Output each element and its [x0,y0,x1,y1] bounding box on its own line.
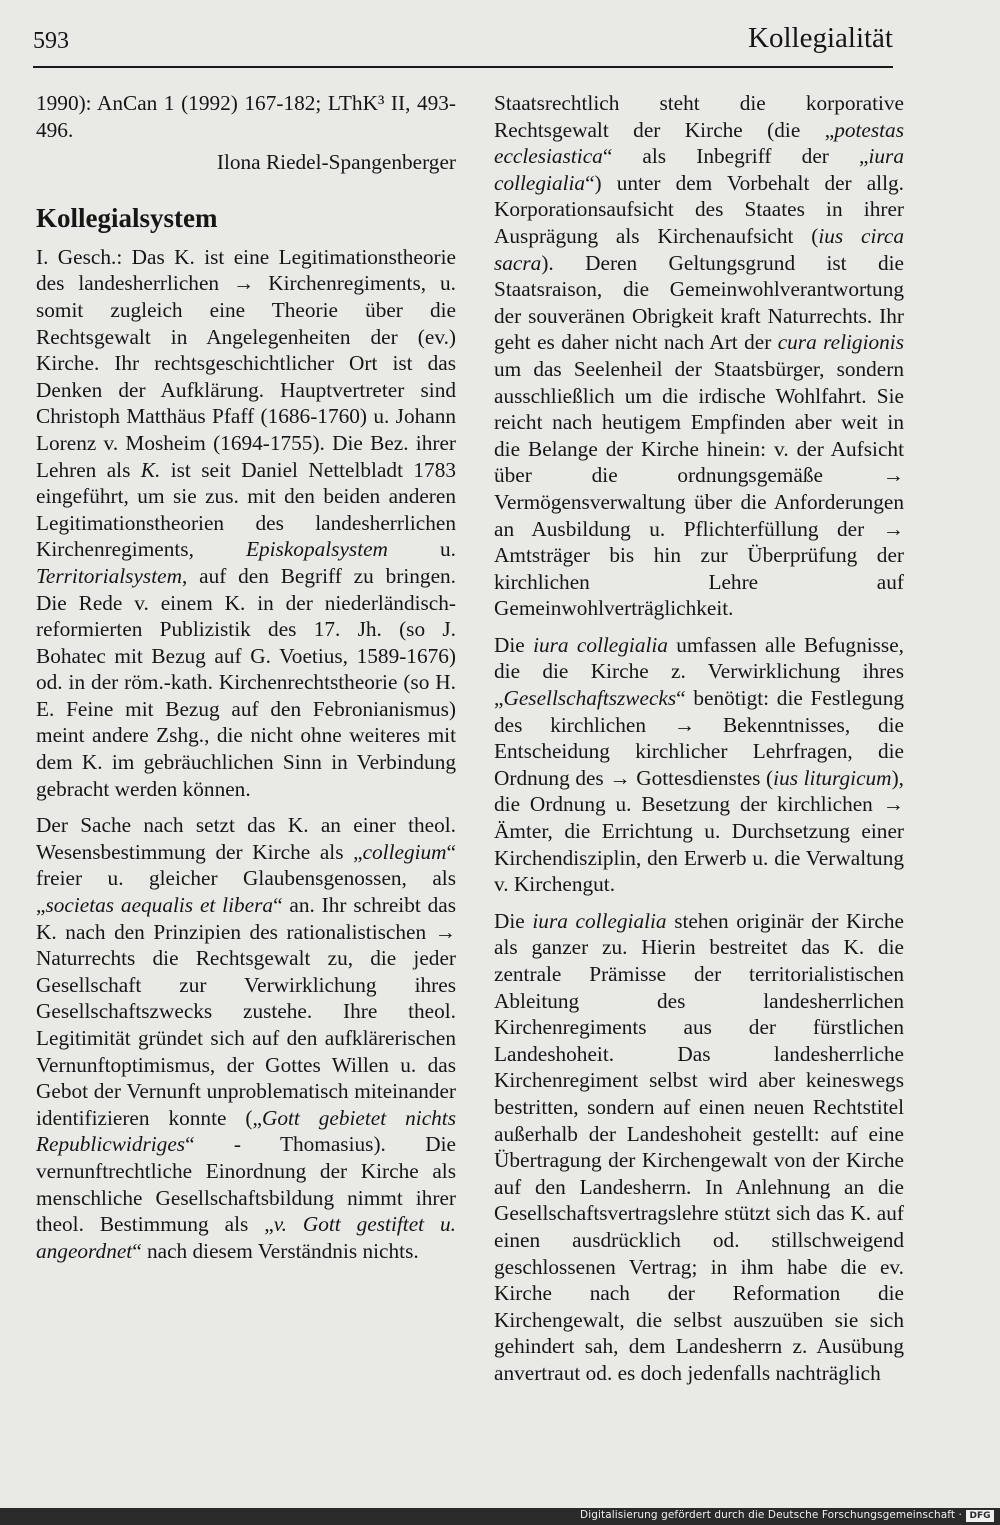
author-signature: Ilona Riedel-Spangenberger [216,150,456,175]
paragraph: Der Sache nach setzt das K. an einer theol. Wesensbestimmung der Kirche als „collegium“ freier u. gleicher Glaubensgenossen, als „societas aequalis et libera“ an. Ihr schreibt das K. nach den Prinzipien des rationalistischen → Naturrechts die Rechtsgewalt zu, die jeder Gesellschaft zur Verwirklichung ihres Gesellschaftszwecks zustehe. Ihre theol. Legitimität gründet sich auf den aufklärerischen Vernunftoptimismus, der Gottes Willen u. das Gebot der Vernunft unproblematisch miteinander identifizieren konnte („Gott gebietet nichts Republicwidriges“ - Thomasius). Die vernunftrechtliche Einordnung der Kirche als menschliche Gesellschaftsbildung nimmt ihrer theol. Bestimmung als „v. Gott gestiftet u. angeordnet“ nach diesem Verständnis nichts. [36,813,457,1263]
paragraph: Staatsrechtlich steht die korporative Rechtsgewalt der Kirche (die „potestas ecclesiastica“ als Inbegriff der „iura collegialia“) unter dem Vorbehalt der allg. Korporationsaufsicht des Staates in ihrer Ausprägung als Kirchenaufsicht (ius circa sacra). Deren Geltungsgrund ist die Staatsraison, die Gemeinwohlverantwortung der souveränen Obrigkeit kraft Naturrechts. Ihr geht es daher nicht nach Art der cura religionis um das Seelenheil der Staatsbürger, sondern ausschließlich um die irdische Wohlfahrt. Sie reicht nach heutigem Empfinden aber weit in die Belange der Kirche hinein: v. der Aufsicht über die ordnungsgemäße → Vermögensverwaltung über die Anforderungen an Ausbildung u. Pflichterfüllung der → Amtsträger bis hin zur Überprüfung der kirchlichen Lehre auf Gemeinwohlverträglichkeit. [494,91,904,621]
paragraph: 1990): AnCan 1 (1992) 167-182; LThK³ II, 493-496. [36,91,456,142]
paragraph: I. Gesch.: Das K. ist eine Legitimationstheorie des landesherrlichen → Kirchenregiments, u. somit zugleich eine Theorie über die Rechtsgewalt in Angelegenheiten der (ev.) Kirche. Ihr rechtsgeschichtlicher Ort ist das Denken der Aufklärung. Hauptvertreter sind Christoph Matthäus Pfaff (1686-1760) u. Johann Lorenz v. Mosheim (1694-1755). Die Bez. ihrer Lehren als K. ist seit Daniel Nettelbladt 1783 eingeführt, um sie zus. mit den beiden anderen Legitimationstheorien des landesherrlichen Kirchenregiments, Episkopalsystem u. Territorialsystem, auf den Begriff zu bringen. Die Rede v. einem K. in der niederländisch-reformierten Publizistik des 17. Jh. (so J. Bohatec mit Bezug auf G. Voetius, 1589-1676) od. in der röm.-kath. Kirchenrechtstheorie (so H. E. Feine mit Bezug auf den Febronianismus) meint andere Zshg., die nicht ohne weiteres mit dem K. im gebräuchlichen Sinn in Verbindung gebracht werden können. [36,244,456,801]
running-head: Kollegialität [748,22,893,54]
right-column [494,90,904,1387]
page-number: 593 [33,28,69,54]
left-column [36,90,456,1264]
paragraph: Die iura collegialia stehen originär der Kirche als ganzer zu. Hierin bestreitet das K. die zentrale Prämisse der territorialistischen Ableitung des landesherrlichen Kirchenregiments aus der fürstlichen Landeshoheit. Das landesherrliche Kirchenregiment selbst wird aber keineswegs bestritten, sondern auf einen neuen Rechtstitel außerhalb der Landeshoheit gestellt: auf eine Übertragung der Kirchengewalt von der Kirche auf den Landesherrn. In Anlehnung an die Gesellschaftsvertragslehre stützt sich das K. auf einen ausdrücklich od. stillschweigend geschlossenen Vertrag; in ihm habe die ev. Kirche nach der Reformation die Kirchengewalt, die selbst auszuüben sie sich gehindert sah, dem Landesherrn z. Ausübung anvertraut od. es doch jedenfalls nachträglich [494,908,904,1385]
footer-credit: Digitalisierung gefördert durch die Deutsche Forschungsgemeinschaft · [580,1509,962,1521]
paragraph: Die iura collegialia umfassen alle Befugnisse, die die Kirche z. Verwirklichung ihres „Gesellschaftszwecks“ benötigt: die Festlegung des kirchlichen → Bekenntnisses, die Entscheidung kirchlicher Lehrfragen, die Ordnung des → Gottesdienstes (ius liturgicum), die Ordnung u. Besetzung der kirchlichen → Ämter, die Errichtung u. Durchsetzung einer Kirchendisziplin, den Erwerb u. die Verwaltung v. Kirchengut. [494,632,904,897]
digitization-footer [0,1508,1000,1525]
dfg-logo: DFG [966,1510,994,1522]
article-heading: Kollegialsystem [36,202,218,233]
page-header [33,22,893,62]
header-rule [33,66,893,68]
